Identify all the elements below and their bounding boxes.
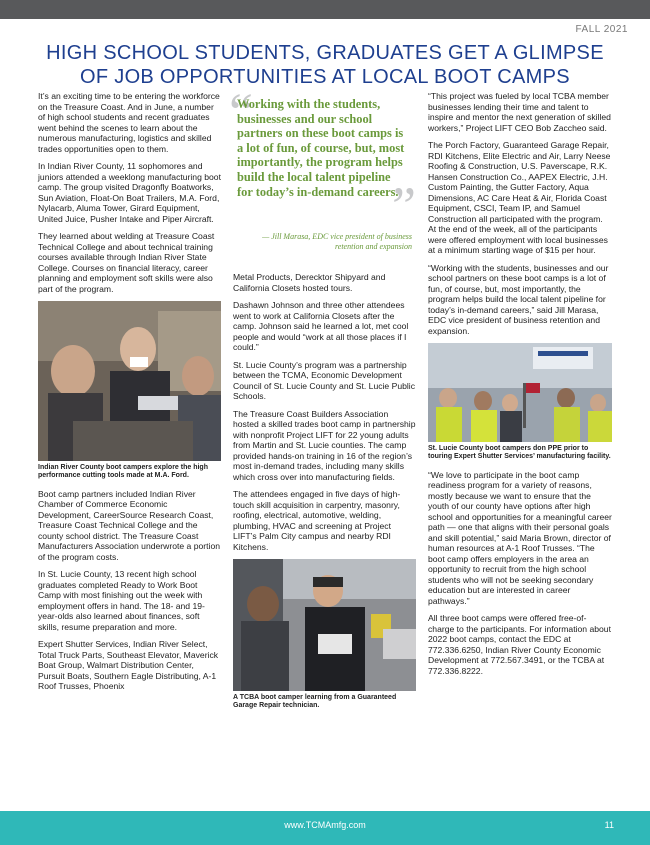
footer-bar [0,811,650,845]
paragraph: “Working with the students, businesses and our school partners on these boot camps is a lot of fun, of course, but, most importantly, the program helps build the local talent pipeline for today’s in-demand careers,” said Jill Marasa, EDC vice president of business retention and expansion. [428,262,609,336]
article-column-1 [38,91,221,699]
article-column-2 [229,82,416,719]
paragraph: In Indian River County, 11 sophomores and juniors attended a weeklong manufacturing boot camp. The group visited Dragonfly Boatworks, Sun Aviation, Float-On Boat Trailers, M.A. Ford, Nylacarb, Aluma Tower, Girard Equipment, United Juice, Pusher Intake and Piper Aircraft. [38,161,221,224]
paragraph: Dashawn Johnson and three other attendees went to work at California Closets after the camp. Johnson said he learned a lot, met cool people and would “work at all those places if I could.” [233,300,409,352]
paragraph: Metal Products, Derecktor Shipyard and California Closets hosted tours. [233,272,386,293]
pull-quote [229,82,416,266]
paragraph: They learned about welding at Treasure Coast Technical College and about technical training courses available through Indian River State College. Courses on financial literacy, career planning and employment soft skills were also part of the program. [38,231,215,294]
photo-ma-ford-campers [38,301,221,461]
top-bar [0,0,650,19]
paragraph: “This project was fueled by local TCBA member businesses lending their time and talent to inspire and mentor the next generation of skilled workers,” Project LIFT CEO Bob Zaccheo said. [428,91,611,133]
open-quote-icon: “ [229,82,253,142]
paragraph: The Treasure Coast Builders Association hosted a skilled trades boot camp in partnership with nonprofit Project LIFT for 22 young adults from Martin and St. Lucie counties. The camp provided hands-on training in 16 of the region’s most in-demand trades, including many skills which cross over into manufacturing fields. [233,408,416,482]
photo-caption: Indian River County boot campers explore the high performance cutting tools made at M.A. Ford. [38,464,208,480]
issue-label: FALL 2021 [575,24,628,35]
article-column-3 [428,91,612,683]
paragraph: It’s an exciting time to be entering the workforce on the Treasure Coast. And in June, a number of high school students and recent graduates went behind the scenes to learn about the numerous manufacturing, logistics and skilled trades opportunities open to them. [38,91,220,154]
paragraph: The attendees engaged in five days of high-touch skill acquisition in carpentry, masonry, roofing, electrical, automotive, welding, plumbing, HVAC and screening at Project LIFT’s Palm City campus and nearby RDI Kitchens. [233,489,401,552]
paragraph: Boot camp partners included Indian River Chamber of Commerce Economic Development, CareerSource Research Coast, Treasure Coast Technical College and the county school district. The Treasure Coast Manufacturers Association underwrote a portion of the program costs. [38,488,220,562]
pull-quote-attribution: — Jill Marasa, EDC vice president of business retention and expansion [262,232,412,251]
paragraph: The Porch Factory, Guaranteed Garage Repair, RDI Kitchens, Elite Electric and Air, Larry Neese Roofing & Construction, U.S. Paverscape, R.K. Hansen Construction Co., AAPEX Electric, J.H. Custom Painting, the Gutter Factory, Aqua Dimensions, AC Care Heat & Air, Florida Coast Equipment, CSCI, Team IP, and Samuel Construction all participated with the program. At the end of the week, all of the participants were offered employment with local businesses at a minimum starting wage of $15 per hour. [428,140,611,255]
paragraph: Expert Shutter Services, Indian River Select, Total Truck Parts, Southeast Elevator, Maverick Boat Group, Walmart Distribution Center, Pursuit Boats, Southern Eagle Distributing, A-1 Roof Trusses, Phoenix [38,639,219,692]
close-quote-icon: ” [392,176,416,236]
paragraph: “We love to participate in the boot camp readiness program for a variety of reasons, mostly because we want to ensure that the youth of our county have options after high school and opportunities for a meaningful career path — one that aligns with their personal goals and skill potential,” said Maria Brown, director of human resources at A-1 Roof Trusses. “The boot camp offers employers in the area an opportunity to recruit from the high school students who will not be seeking secondary education but are interested in career pathways.” [428,469,612,606]
photo-caption: A TCBA boot camper learning from a Guaranteed Garage Repair technician. [233,694,397,710]
headline-line-1: HIGH SCHOOL STUDENTS, GRADUATES GET A GLIMPSE [46,42,604,64]
paragraph: In St. Lucie County, 13 recent high school graduates completed Ready to Work Boot Camp with most finishing out the week with employment offers in hand. The 18- and 19-year-olds also learned about finances, soft skills, resume preparation and more. [38,569,205,632]
photo-caption: St. Lucie County boot campers don PPE prior to touring Expert Shutter Services’ manufacturing facility. [428,445,611,461]
paragraph: All three boot camps were offered free-of-charge to the participants. For information about 2022 boot camps, contact the EDC at 772.336.6250, Indian River County Economic Development at 772.567.3491, or the TCBA at 772.336.8222. [428,613,611,676]
page-number: 11 [604,820,614,830]
pull-quote-text: Working with the students, businesses and our school partners on these boot camps is a lot of fun, of course, but, most importantly, the program helps build the local talent pipeline for today’s in-demand careers. [237,97,405,199]
paragraph: St. Lucie County’s program was a partnership between the TCMA, Economic Development Council of St. Lucie County and St. Lucie Public Schools. [233,359,416,401]
website-link[interactable]: www.TCMAmfg.com [284,820,366,830]
photo-tcba-boot-camper [233,559,416,691]
headline-line-2: OF JOB OPPORTUNITIES AT LOCAL BOOT CAMPS [80,66,570,88]
photo-expert-shutter-tour [428,343,612,442]
